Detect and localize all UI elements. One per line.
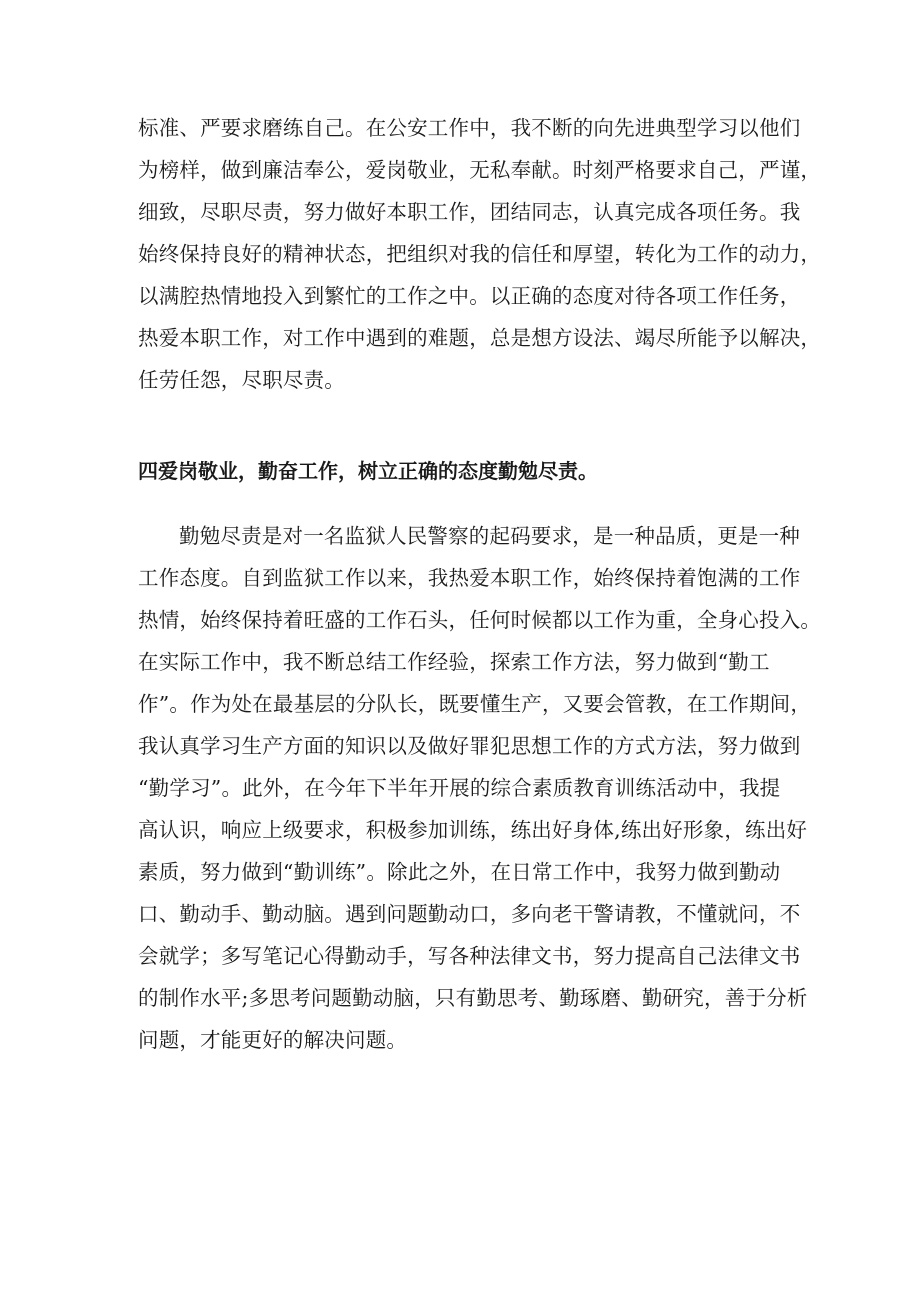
paragraph-line: 始终保持良好的精神状态，把组织对我的信任和厚望，转化为工作的动力， [138, 242, 822, 266]
paragraph-line: 细致，尽职尽责，努力做好本职工作，团结同志，认真完成各项任务。我 [138, 200, 801, 224]
paragraph-line: 勤勉尽责是对一名监狱人民警察的起码要求，是一种品质，更是一种 [179, 524, 800, 548]
paragraph-line: 的制作水平;多思考问题勤动脑，只有勤思考、勤琢磨、勤研究，善于分析 [138, 986, 808, 1010]
section-heading: 四爱岗敬业，勤奋工作，树立正确的态度勤勉尽责。 [138, 459, 598, 483]
paragraph-line: 在实际工作中，我不断总结工作经验，探索工作方法，努力做到“勤工 [138, 650, 770, 674]
paragraph-line: 会就学；多写笔记心得勤动手，写各种法律文书，努力提高自己法律文书 [138, 944, 801, 968]
paragraph-line: 为榜样，做到廉洁奉公，爱岗敬业，无私奉献。时刻严格要求自己，严谨， [138, 158, 822, 182]
paragraph-line: 口、勤动手、勤动脑。遇到问题勤动口，多向老干警请教，不懂就问，不 [138, 902, 801, 926]
paragraph-line: 热情，始终保持着旺盛的工作石头，任何时候都以工作为重，全身心投入。 [138, 608, 822, 632]
paragraph-line: “勤学习”。此外，在今年下半年开展的综合素质教育训练活动中，我提 [138, 776, 781, 800]
paragraph-line: 以满腔热情地投入到繁忙的工作之中。以正确的态度对待各项工作任务， [138, 284, 801, 308]
paragraph-line: 工作态度。自到监狱工作以来，我热爱本职工作，始终保持着饱满的工作 [138, 566, 801, 590]
paragraph-line: 作”。作为处在最基层的分队长，既要懂生产，又要会管教，在工作期间， [138, 692, 812, 716]
paragraph-1 [138, 107, 822, 401]
paragraph-line: 任劳任怨，尽职尽责。 [138, 368, 345, 392]
paragraph-line: 问题，才能更好的解决问题。 [138, 1028, 408, 1052]
paragraph-line: 素质，努力做到“勤训练”。除此之外，在日常工作中，我努力做到勤动 [138, 860, 781, 884]
paragraph-line: 高认识，响应上级要求，积极参加训练，练出好身体,练出好形象，练出好 [138, 818, 808, 842]
paragraph-2 [138, 515, 822, 1061]
paragraph-line: 我认真学习生产方面的知识以及做好罪犯思想工作的方式方法，努力做到 [138, 734, 801, 758]
paragraph-line: 标准、严要求磨练自己。在公安工作中，我不断的向先进典型学习以他们 [138, 116, 801, 140]
paragraph-line: 热爱本职工作，对工作中遇到的难题，总是想方设法、竭尽所能予以解决， [138, 326, 822, 350]
